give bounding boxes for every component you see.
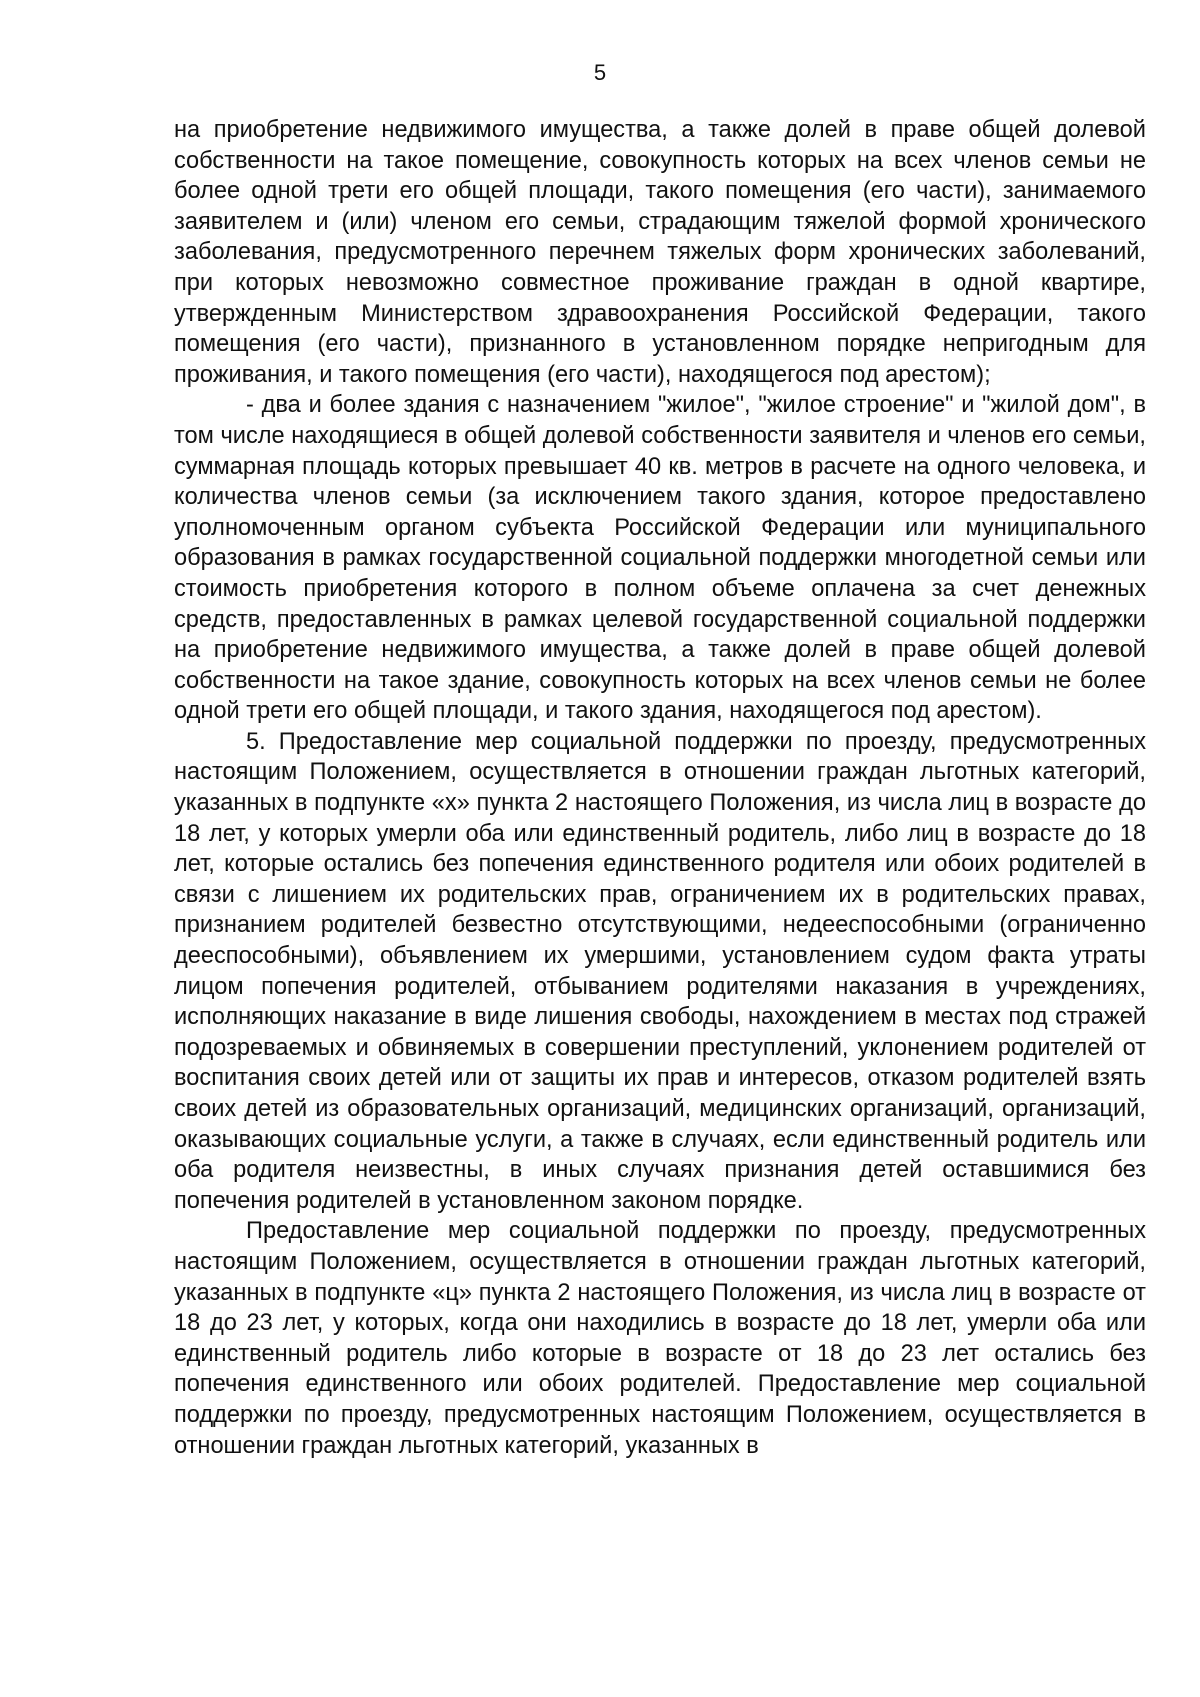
page-number: 5 — [593, 60, 607, 85]
paragraph-continuation: на приобретение недвижимого имущества, а также долей в праве общей долевой собственности на такое помещение, совокупность которых на всех членов семьи не более одной трети его общей площади, такого помещения (его части), занимаемого заявителем и (или) членом его семьи, страдающим тяжелой формой хронического заболевания, предусмотренного перечнем тяжелых форм хронических заболеваний, при которых невозможно совместное проживание граждан в одной квартире, утвержденным Министерством здравоохранения Российской Федерации, такого помещения (его части), признанного в установленном порядке непригодным для проживания, и такого помещения (его части), находящегося под арестом); — [174, 117, 1146, 388]
paragraph-buildings-clause: - два и более здания с назначением "жилое", "жилое строение" и "жилой дом", в том числе находящиеся в общей долевой собственности заявителя и членов его семьи, суммарная площадь которых превышает 40 кв. метров в расчете на одного человека, и количества членов семьи (за исключением такого здания, которое предоставлено уполномоченным органом субъекта Российской Федерации или муниципального образования в рамках государственной социальной поддержки многодетной семьи или стоимость приобретения которого в полном объеме оплачена за счет денежных средств, предоставленных в рамках целевой государственной социальной поддержки на приобретение недвижимого имущества, а также долей в праве общей долевой собственности на такое здание, совокупность которых на всех членов семьи не более одной трети его общей площади, и такого здания, находящегося под арестом). — [174, 392, 1146, 725]
paragraph-item-5-continued: Предоставление мер социальной поддержки по проезду, предусмотренных настоящим Положением, осуществляется в отношении граждан льготных категорий, указанных в подпункте «ц» пункта 2 настоящего Положения, из числа лиц в возрасте от 18 до 23 лет, у которых, когда они находились в возрасте до 18 лет, умерли оба или единственный родитель либо которые в возрасте от 18 до 23 лет остались без попечения единственного или обоих родителей. Предоставление мер социальной поддержки по проезду, предусмотренных настоящим Положением, осуществляется в отношении граждан льготных категорий, указанных в — [174, 1218, 1146, 1459]
paragraph-item-5: 5. Предоставление мер социальной поддержки по проезду, предусмотренных настоящим Положением, осуществляется в отношении граждан льготных категорий, указанных в подпункте «х» пункта 2 настоящего Положения, из числа лиц в возрасте до 18 лет, у которых умерли оба или единственный родитель, либо лиц в возрасте до 18 лет, которые остались без попечения единственного родителя или обоих родителей в связи с лишением их родительских прав, ограничением их в родительских правах, признанием родителей безвестно отсутствующими, недееспособными (ограниченно дееспособными), объявлением их умершими, установлением судом факта утраты лицом попечения родителей, отбыванием родителями наказания в учреждениях, исполняющих наказание в виде лишения свободы, нахождением в местах под стражей подозреваемых и обвиняемых в совершении преступлений, уклонением родителей от воспитания своих детей или от защиты их прав и интересов, отказом родителей взять своих детей из образовательных организаций, медицинских организаций, организаций, оказывающих социальные услуги, а также в случаях, если единственный родитель или оба родителя неизвестны, в иных случаях признания детей оставшимися без попечения родителей в установленном законом порядке. — [174, 728, 1146, 1214]
document-body — [174, 115, 1146, 1461]
